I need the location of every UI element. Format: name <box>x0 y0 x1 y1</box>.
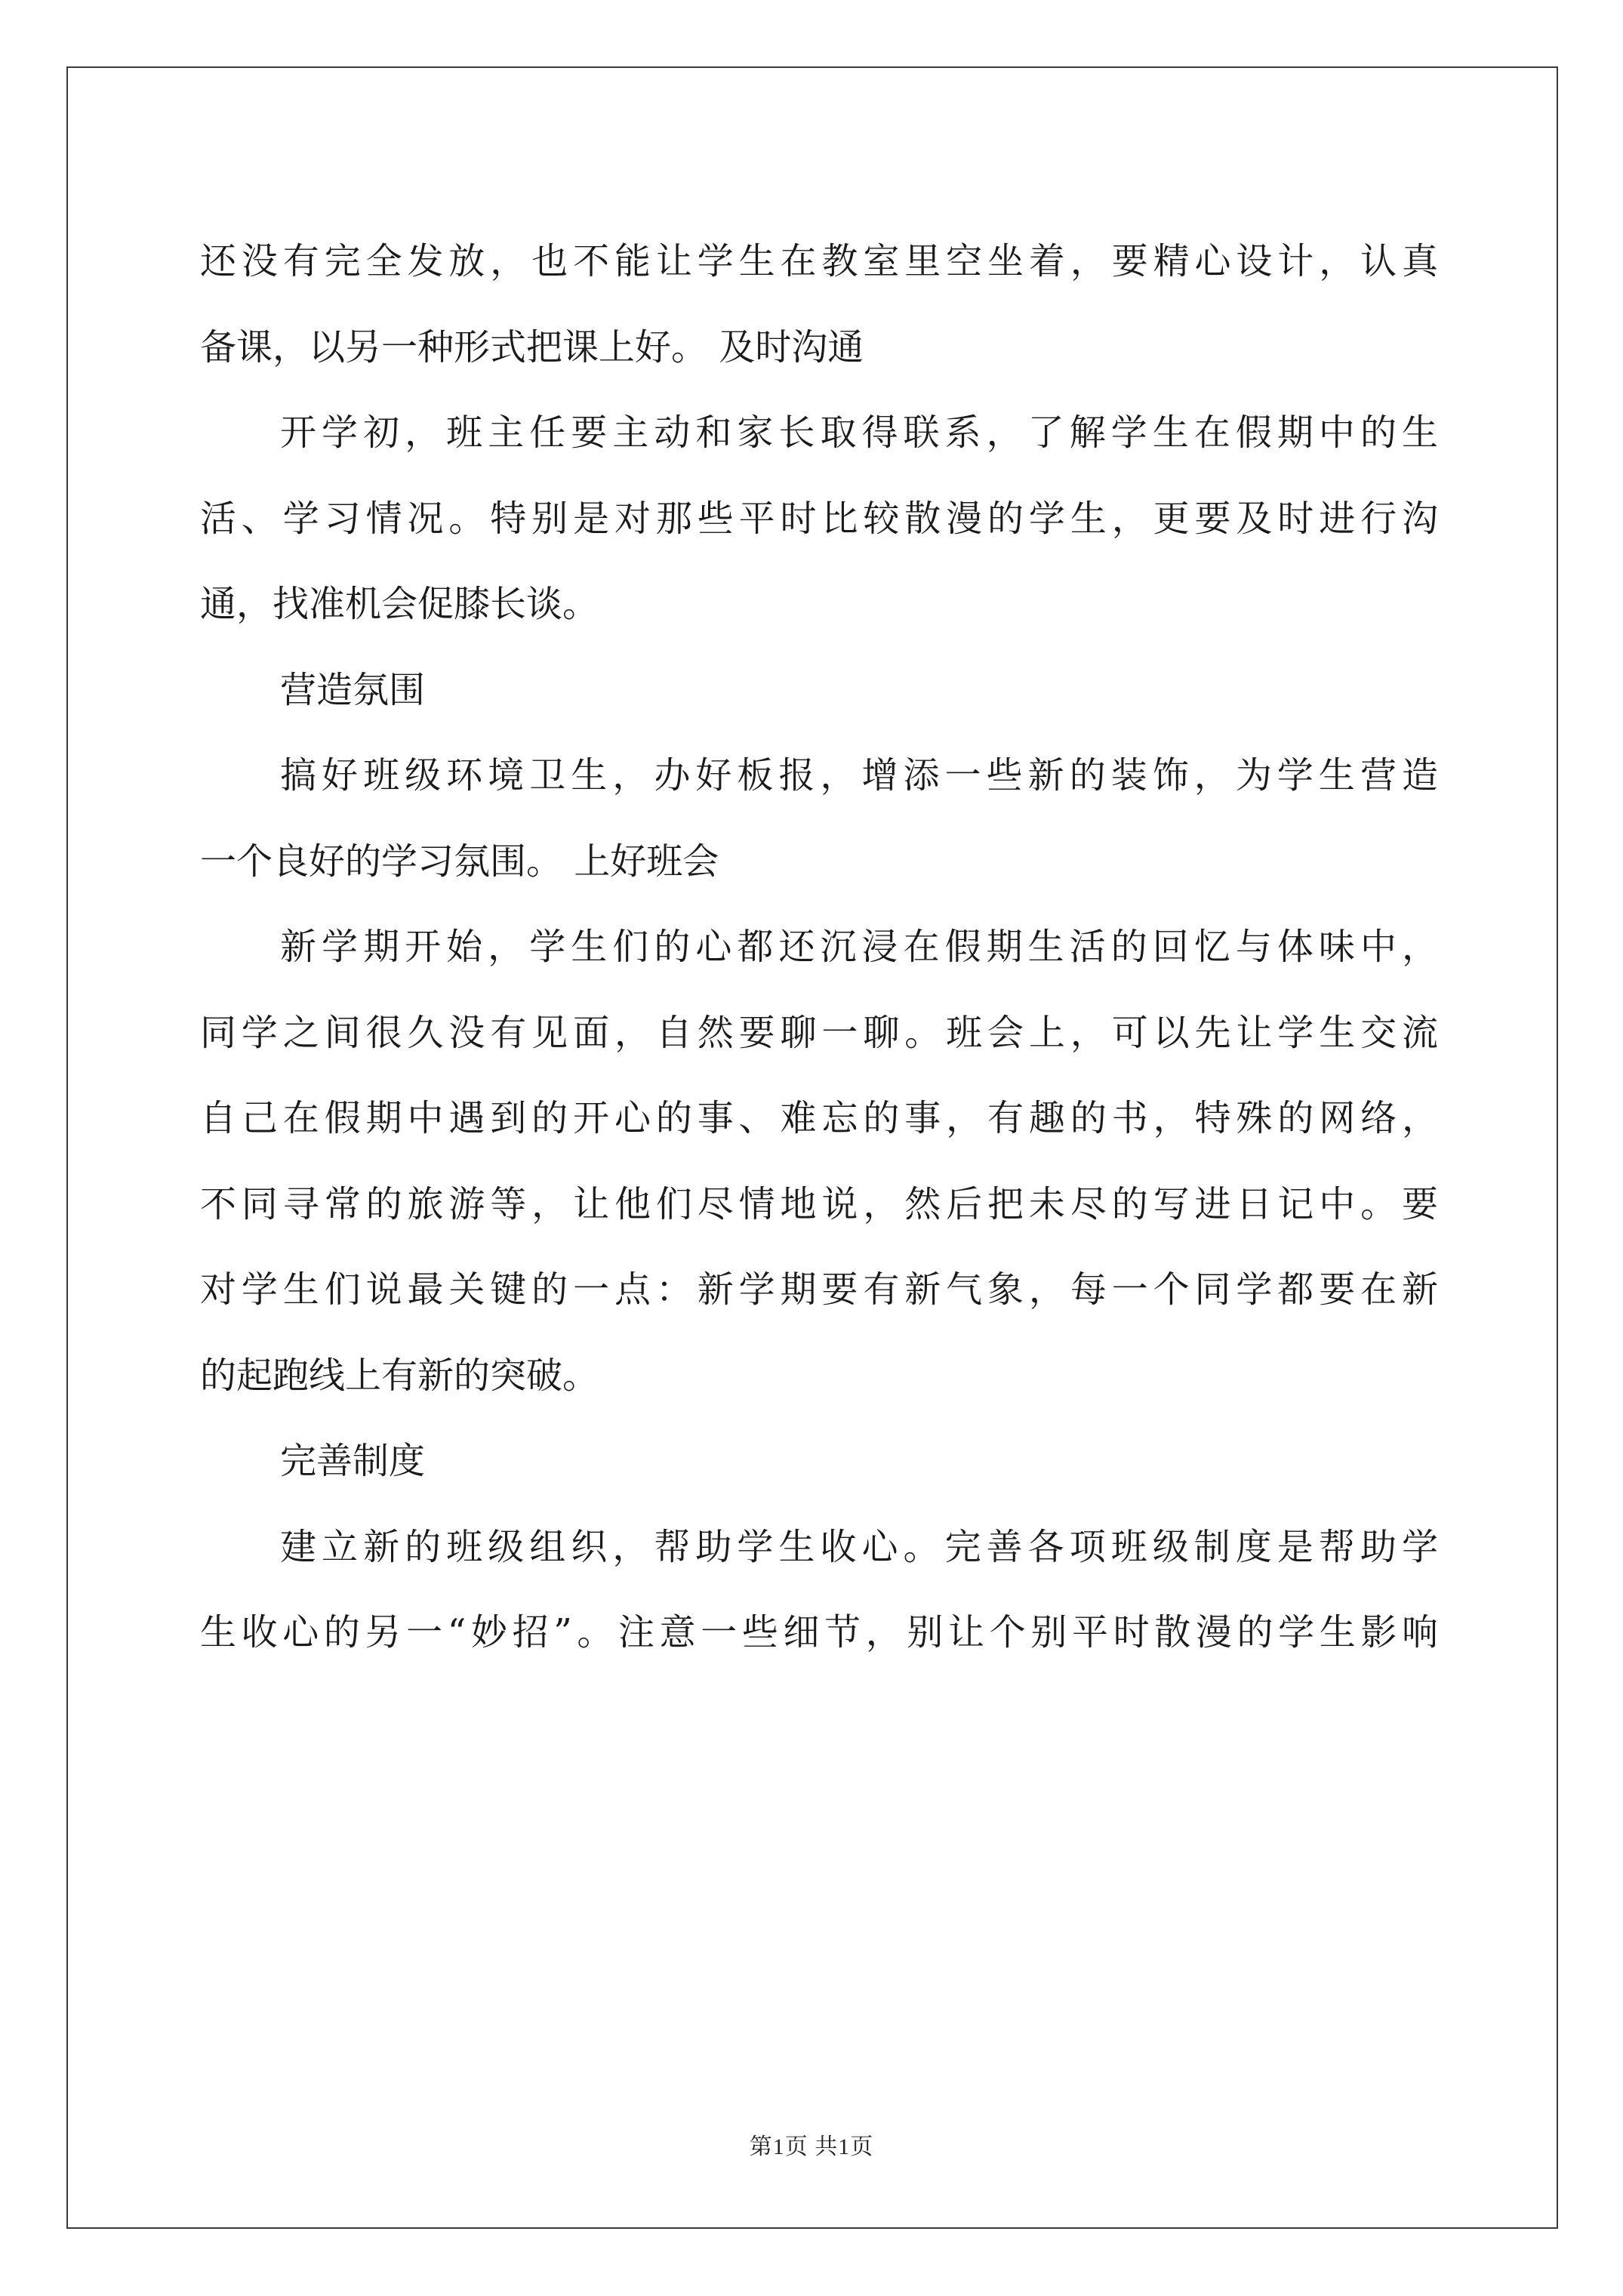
text-line: 自己在假期中遇到的开心的事、难忘的事，有趣的书，特殊的网络， <box>200 1097 1438 1139</box>
text-line: 建立新的班级组织，帮助学生收心。完善各项班级制度是帮助学 <box>280 1525 1438 1568</box>
document-body <box>200 219 1438 1676</box>
page-footer: 第1页 共1页 <box>749 2134 874 2159</box>
text-line: 对学生们说最关键的一点：新学期要有新气象，每一个同学都要在新 <box>200 1268 1438 1311</box>
text-line: 还没有完全发放，也不能让学生在教室里空坐着，要精心设计，认真 <box>200 240 1438 282</box>
text-line: 开学初，班主任要主动和家长取得联系，了解学生在假期中的生 <box>280 411 1438 454</box>
section-heading: 营造氛围 <box>280 668 426 711</box>
text-line: 一个良好的学习氛围。 上好班会 <box>200 840 719 883</box>
text-line: 搞好班级环境卫生，办好板报，增添一些新的装饰，为学生营造 <box>280 754 1438 797</box>
text-line: 新学期开始，学生们的心都还沉浸在假期生活的回忆与体味中， <box>280 926 1438 968</box>
text-line: 同学之间很久没有见面，自然要聊一聊。班会上，可以先让学生交流 <box>200 1011 1438 1054</box>
text-line: 生收心的另一“妙招”。注意一些细节，别让个别平时散漫的学生影响 <box>200 1611 1438 1653</box>
text-line: 通，找准机会促膝长谈。 <box>200 583 599 625</box>
text-line: 不同寻常的旅游等，让他们尽情地说，然后把未尽的写进日记中。要 <box>200 1182 1438 1225</box>
section-heading: 完善制度 <box>280 1440 426 1482</box>
text-line: 的起跑线上有新的突破。 <box>200 1354 599 1397</box>
text-line: 备课，以另一种形式把课上好。 及时沟通 <box>200 325 864 368</box>
text-line: 活、学习情况。特别是对那些平时比较散漫的学生，更要及时进行沟 <box>200 497 1438 540</box>
